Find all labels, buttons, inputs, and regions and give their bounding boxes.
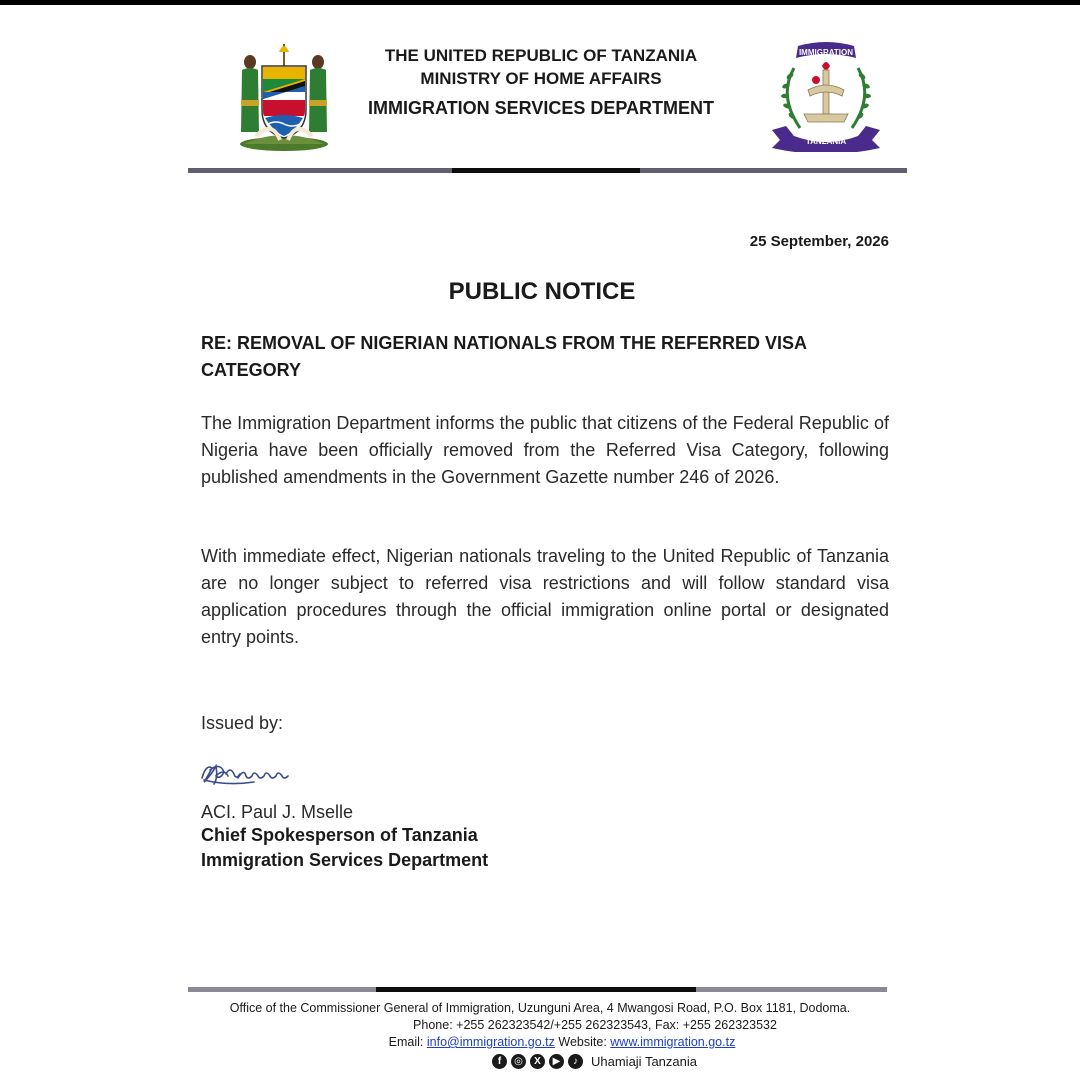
website-label: Website: xyxy=(558,1035,607,1049)
issuer-role: Chief Spokesperson of Tanzania xyxy=(201,825,478,845)
footer-phone: Phone: +255 262323542/+255 262323543, Fax: +255 262323532 xyxy=(413,1018,777,1032)
instagram-icon[interactable]: ◎ xyxy=(511,1054,526,1069)
issuer-name: ACI. Paul J. Mselle xyxy=(201,802,354,822)
tiktok-icon[interactable]: ♪ xyxy=(568,1054,583,1069)
header-ministry: MINISTRY OF HOME AFFAIRS xyxy=(420,69,662,88)
immigration-logo-icon xyxy=(764,40,888,152)
email-label: Email: xyxy=(388,1035,424,1049)
coat-of-arms-icon xyxy=(232,40,336,152)
footer-divider-left xyxy=(188,987,376,992)
issued-by-label: Issued by: xyxy=(201,713,284,733)
social-handle: Uhamiaji Tanzania xyxy=(591,1053,697,1069)
email-link[interactable]: info@immigration.go.tz xyxy=(426,1035,555,1049)
signature-icon xyxy=(198,756,302,792)
notice-date: 25 September, 2026 xyxy=(749,233,889,250)
notice-subject: RE: REMOVAL OF NIGERIAN NATIONALS FROM THE REFERRED VISA CATEGORY xyxy=(201,333,807,380)
header-divider-left xyxy=(188,168,452,173)
footer-divider-center xyxy=(376,987,696,992)
header-republic: THE UNITED REPUBLIC OF TANZANIA xyxy=(384,46,698,65)
svg-text:TANZANIA: TANZANIA xyxy=(805,137,847,146)
facebook-icon[interactable]: f xyxy=(492,1054,507,1069)
issuer-department: Immigration Services Department xyxy=(201,850,489,870)
notice-paragraph-1: The Immigration Department informs the public that citizens of the Federal Republic of Nigeria have been officially removed from the Referred Visa Category, following published amendments in the Government Gazette number 246 of 2026. xyxy=(201,413,889,487)
footer-contact xyxy=(262,1035,862,1049)
youtube-icon[interactable]: ▶ xyxy=(549,1054,564,1069)
social-links xyxy=(492,1052,697,1070)
header-department: IMMIGRATION SERVICES DEPARTMENT xyxy=(367,98,715,118)
notice-paragraph-2: With immediate effect, Nigerian nationals traveling to the United Republic of Tanzania are no longer subject to referred visa restrictions and will follow standard visa application procedures through the official immigration online portal or designated entry points. xyxy=(201,546,889,647)
notice-title: PUBLIC NOTICE xyxy=(448,278,636,305)
footer-divider-right xyxy=(696,987,887,992)
website-link[interactable]: www.immigration.go.tz xyxy=(610,1035,736,1049)
top-border xyxy=(0,0,1080,5)
x-icon[interactable]: X xyxy=(530,1054,545,1069)
header-divider-right xyxy=(640,168,907,173)
footer-address: Office of the Commissioner General of Immigration, Uzunguni Area, 4 Mwangosi Road, P.O. Box 1181, Dodoma. xyxy=(229,1001,851,1015)
svg-text:IMMIGRATION: IMMIGRATION xyxy=(798,48,854,57)
header-divider-center xyxy=(452,168,640,173)
